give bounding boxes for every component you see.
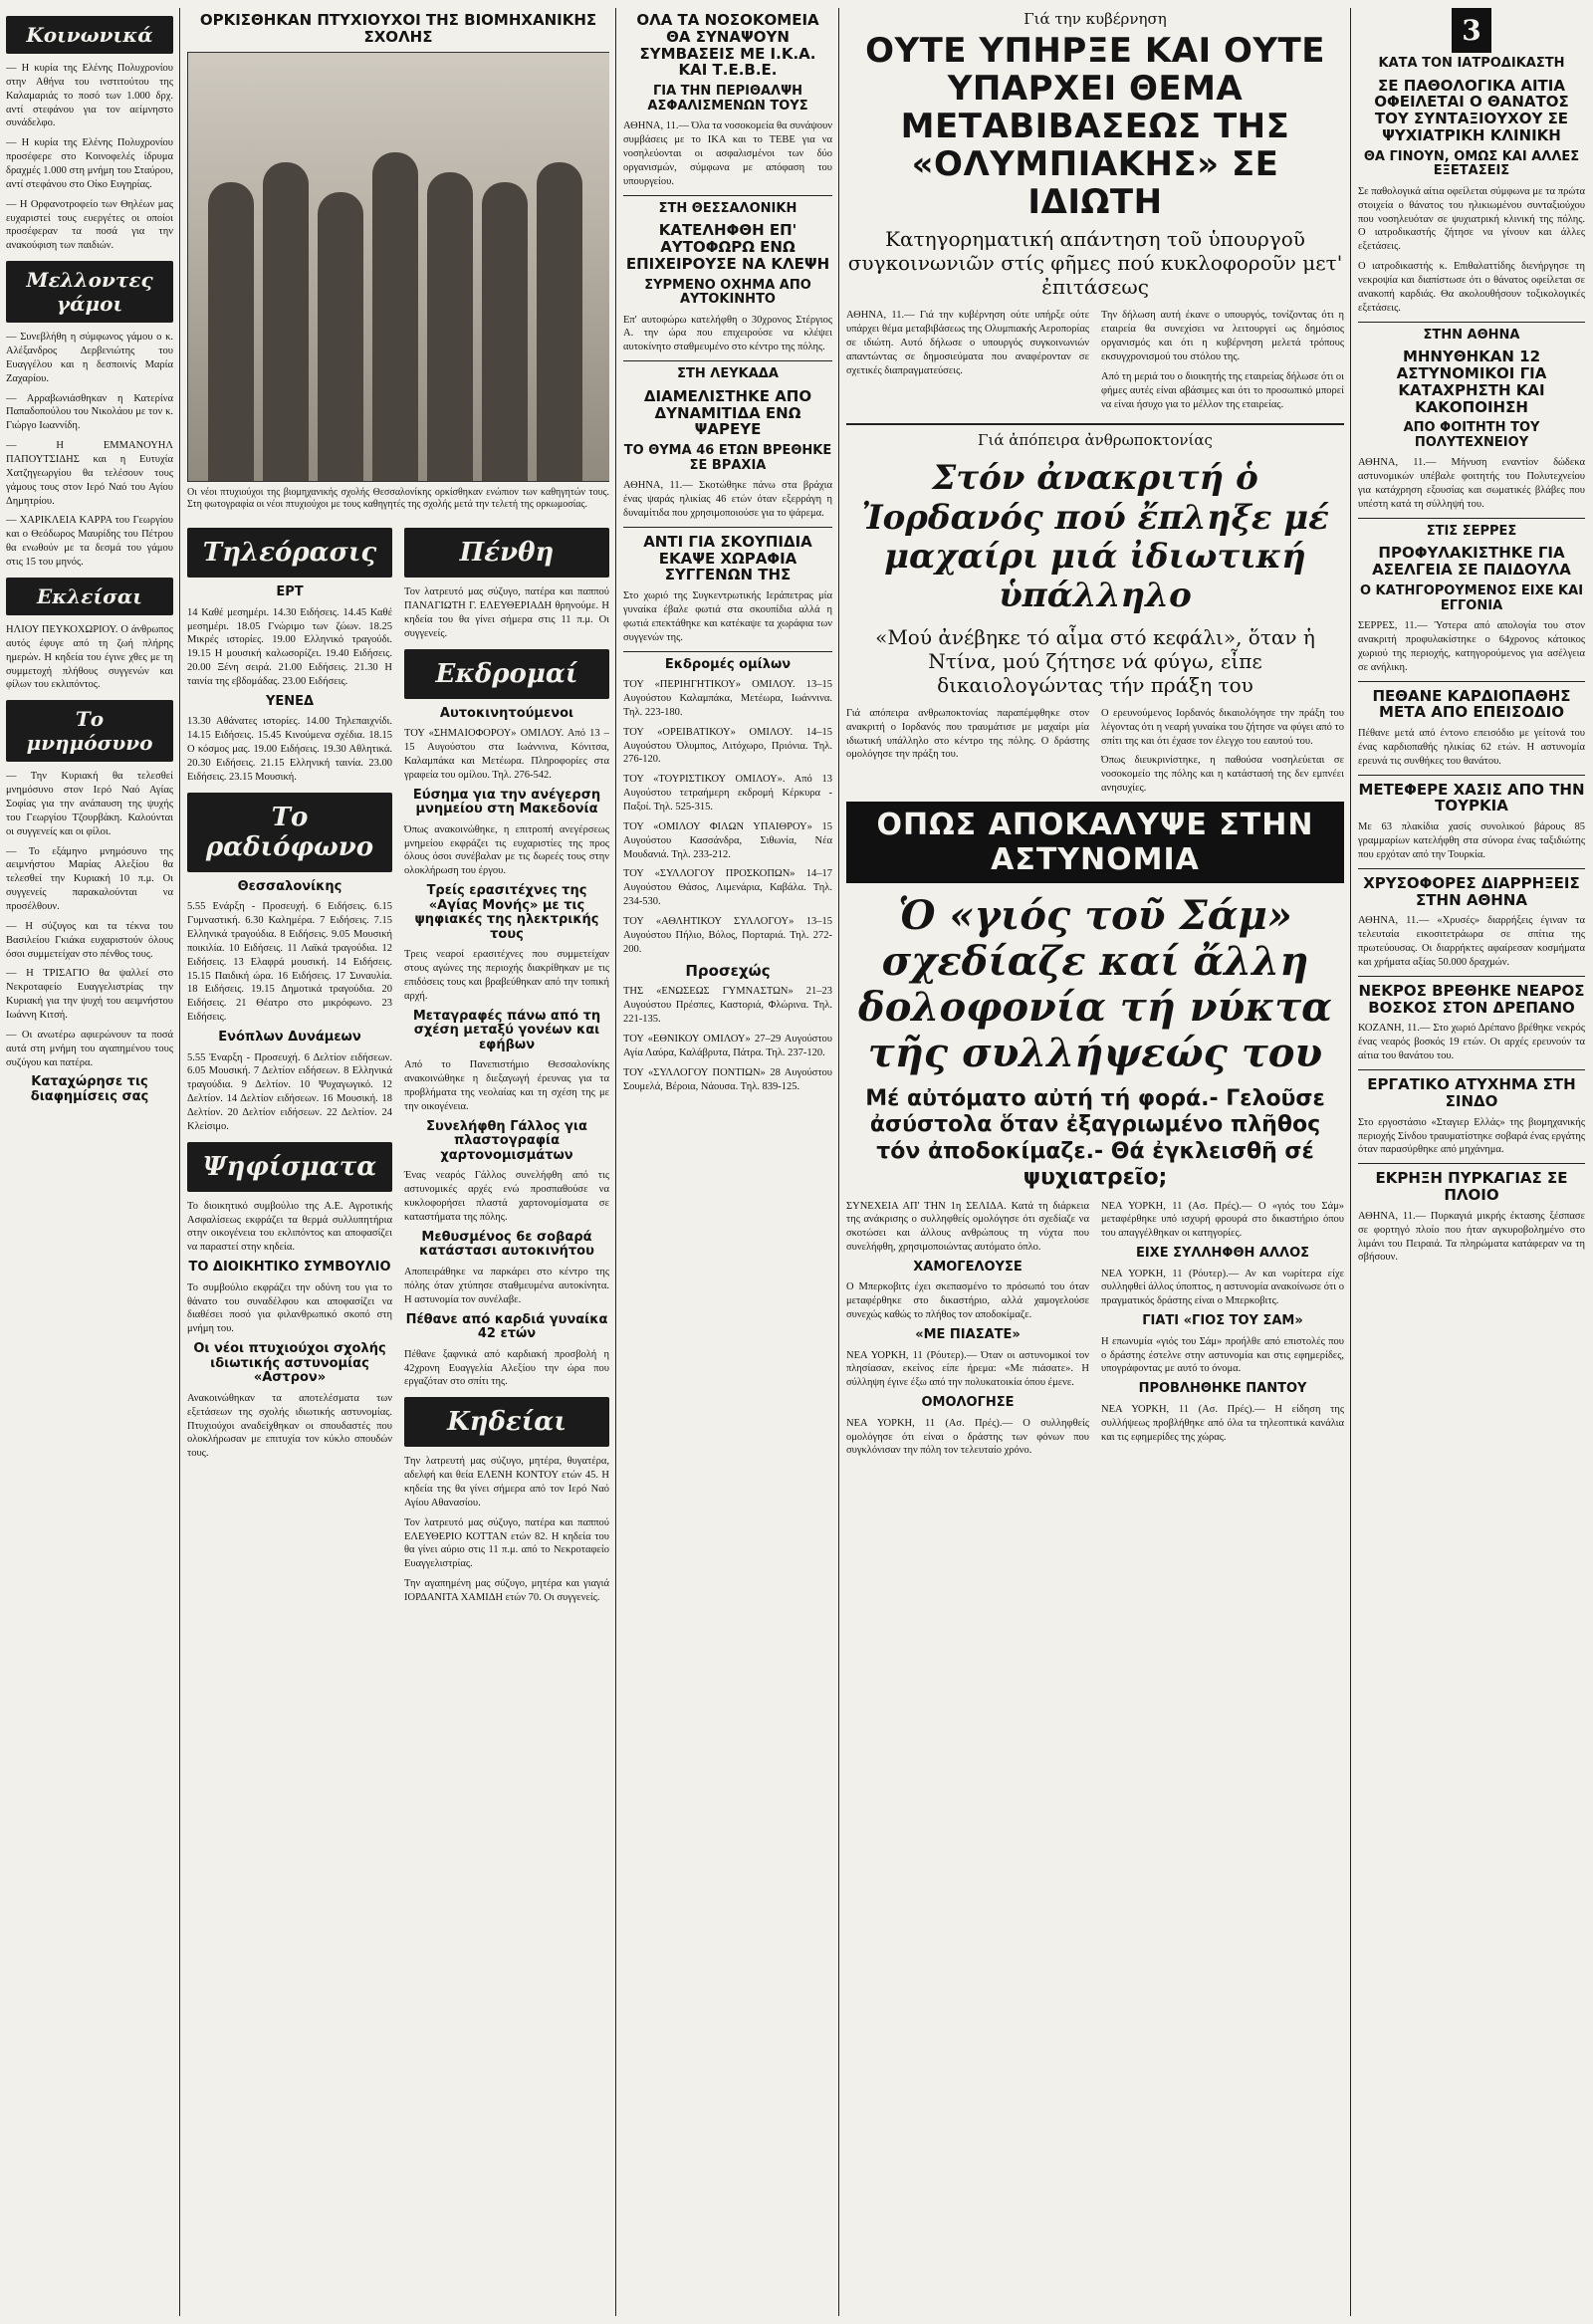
graduates-photo bbox=[187, 52, 609, 482]
police-headline: ΜΗΝΥΘΗΚΑΝ 12 ΑΣΤΥΝΟΜΙΚΟΙ ΓΙΑ ΚΑΤΑΧΡΗΣΤΗ ΚΑΙ ΚΑΚΟΠΟΙΗΣΗ bbox=[1396, 348, 1547, 416]
excursion-item: ΤΟΥ «ΣΥΛΛΟΓΟΥ ΠΡΟΣΚΟΠΩΝ» 14–17 Αυγούστου Θάσος, Λιμενάρια, Καβάλα. Τηλ. 234-530. bbox=[623, 868, 832, 908]
location-tag: ΣΤΗΝ ΑΘΗΝΑ bbox=[1423, 327, 1520, 343]
location-tag: ΣΤΗ ΘΕΣΣΑΛΟΝΙΚΗ bbox=[658, 200, 797, 216]
excursion-heading: Αυτοκινητούμενοι bbox=[439, 705, 574, 721]
olympic-text: Από τη μεριά του ο διοικητής της εταιρείας δήλωσε ότι οι φήμες αυτές είναι αβάσιμες και ότι το προσωπικό μπορεί να είναι ήσυχο για το μέλλον της εταιρείας. bbox=[1101, 370, 1344, 410]
sam-subsection: ΕΙΧΕ ΣΥΛΛΗΦΘΗ ΑΛΛΟΣ bbox=[1135, 1246, 1310, 1262]
excursion-item: ΤΟΥ «ΟΡΕΙΒΑΤΙΚΟΥ» ΟΜΙΛΟΥ. 14–15 Αυγούστου Όλυμπος, Λιτόχωρο, Πριόνια. Τηλ. 276-120. bbox=[623, 726, 832, 766]
theft-headline: ΚΑΤΕΛΗΦΘΗ ΕΠ' ΑΥΤΟΦΩΡΩ ΕΝΩ ΕΠΙΧΕΙΡΟΥΣΕ ΝΑ ΚΛΕΨΗ bbox=[625, 221, 830, 273]
section-header-social: Κοινωνικά bbox=[6, 16, 173, 54]
pensioner-text: Σε παθολογικά αίτια οφείλεται σύμφωνα με τα πρώτα στοιχεία ο θάνατος του ηλικιωμένου συνταξιούχου που νοσηλευόταν σε ψυχιατρική κλινική της πόλης. Ο ιατροδικαστής ζήτησε να γίνουν και άλλες εξετάσεις. bbox=[1358, 185, 1585, 253]
tv-schedule: 13.30 Αθάνατες ιστορίες. 14.00 Τηλεπαιχνίδι. 14.15 Ειδήσεις. 15.45 Κινούμενα σχέδια. 18.15 Ο κόσμος μας. 19.00 Ειδήσεις. 19.30 Αθλητικά. 20.30 Ειδήσεις. 21.15 Ελληνική ταινία. 23.00 Ειδήσεις. 23.15 Μουσική. bbox=[187, 716, 392, 783]
column-right-briefs bbox=[1358, 8, 1585, 2316]
excursions-heading: Εκδρομές ομίλων bbox=[664, 656, 792, 672]
upcoming-item: ΤΗΣ «ΕΝΩΣΕΩΣ ΓΥΜΝΑΣΤΩΝ» 21–23 Αυγούστου Πρέσπες, Καστοριά, Φλώρινα. Τηλ. 221-135. bbox=[623, 986, 832, 1026]
tv-channel: ΕΡΤ bbox=[276, 584, 304, 600]
sam-text: ΝΕΑ ΥΟΡΚΗ, 11 (Ασ. Πρές).— Η είδηση της συλλήψεως προβλήθηκε από όλα τα τηλεοπτικά κανάλια και τις εφημερίδες της χώρας. bbox=[1101, 1403, 1344, 1443]
pensioner-subhead: ΘΑ ΓΙΝΟΥΝ, ΟΜΩΣ ΚΑΙ ΑΛΛΕΣ ΕΞΕΤΑΣΕΙΣ bbox=[1363, 148, 1580, 179]
pensioner-text: Ο ιατροδικαστής κ. Επιθαλαττίδης διενήργησε τη νεκροψία και διαπίστωσε ότι ο θάνατος οφείλεται σε ανακοπή καρδιάς. Θα ακολουθήσουν τοξικολογικές εξετάσεις. bbox=[1358, 261, 1585, 314]
police-text: ΑΘΗΝΑ, 11.— Μήνυση εναντίον δώδεκα αστυνομικών υπέβαλε φοιτητής του Πολυτεχνείου για κατάχρηση εξουσίας και σωματικές βλάβες που υπέστη κατά τη σύλληψή του. bbox=[1358, 457, 1585, 510]
dynamite-headline: ΔΙΑΜΕΛΙΣΤΗΚΕ ΑΠΟ ΔΥΝΑΜΙΤΙΔΑ ΕΝΩ ΨΑΡΕΥΕ bbox=[643, 386, 812, 439]
fire-text: Στο χωριό της Συγκεντρωτικής Ιεράπετρας μία γυναίκα έβαλε φωτιά στα σκουπίδια αλλά η φωτιά επεκτάθηκε και κατέκαψε τα χωράφια των συγγενών της. bbox=[623, 590, 832, 643]
news-heading: Εύσημα για την ανέγερση μνημείου στη Μακεδονία bbox=[412, 787, 601, 817]
olympic-kicker: Γιά την κυβέρνηση bbox=[1024, 10, 1167, 28]
photo-title: ΟΡΚΙΣΘΗΚΑΝ ΠΤΥΧΙΟΥΧΟΙ ΤΗΣ ΒΙΟΜΗΧΑΝΙΚΗΣ ΣΧΟΛΗΣ bbox=[199, 11, 597, 46]
news-heading: Τρείς ερασιτέχνες της «Αγίας Μονής» με τις ψηφιακές της ηλεκτρικής τους bbox=[414, 883, 599, 942]
shepherd-text: ΚΟΖΑΝΗ, 11.— Στο χωριό Δρέπανο βρέθηκε νεκρός ένας νεαρός βοσκός 19 ετών. Οι αρχές ερευνούν τα αίτια του θανάτου του. bbox=[1358, 1023, 1585, 1062]
sam-subsection: ΟΜΟΛΟΓΗΣΕ bbox=[921, 1395, 1015, 1411]
pensioner-headline: ΣΕ ΠΑΘΟΛΟΓΙΚΑ ΑΙΤΙΑ ΟΦΕΙΛΕΤΑΙ Ο ΘΑΝΑΤΟΣ ΤΟΥ ΣΥΝΤΑΞΙΟΥΧΟΥ ΣΕ ΨΥΧΙΑΤΡΙΚΗ ΚΛΙΝΙΚΗ bbox=[1374, 76, 1569, 144]
news-heading: Μεθυσμένος 6ε σοβαρά κατάστασι αυτοκινήτου bbox=[419, 1229, 594, 1260]
news-heading: Πέθανε από καρδιά γυναίκα 42 ετών bbox=[405, 1311, 608, 1342]
stabbing-subhead: «Μού ἀνέβηκε τό αἷμα στό κεφάλι», ὅταν ἡ Ντίνα, μού ζήτησε νά φύγω, εἶπε δικαιολογώντας τήν πράξη του bbox=[875, 624, 1315, 697]
upcoming-item: ΤΟΥ «ΕΘΝΙΚΟΥ ΟΜΙΛΟΥ» 27–29 Αυγούστου Αγία Λαύρα, Καλάβρυτα, Πάτρα. Τηλ. 237-120. bbox=[623, 1034, 832, 1058]
sam-text: Ο Μπερκοβιτς έχει σκεπασμένο το πρόσωπό του όταν μεταφέρθηκε στο δικαστήριο, αλλά χαμογελούσε συνεχώς καθώς το πλήθος τον αποδοκίμαζε. bbox=[846, 1281, 1089, 1321]
memorial-text: — Το εξάμηνο μνημόσυνο της αειμνήστου Μαρίας Αλεξίου θα τελεσθεί την Κυριακή 10 π.μ. Οι συγγενείς παρακαλούνται να προσέλθουν. bbox=[6, 845, 173, 912]
sam-banner: ΟΠΩΣ ΑΠΟΚΑΛΥΨΕ ΣΤΗΝ ΑΣΤΥΝΟΜΙΑ bbox=[846, 802, 1344, 883]
mourning-text: Τον λατρευτό μας σύζυγο, πατέρα και παππού ΠΑΝΑΓΙΩΤΗ Γ. ΕΛΕΥΘΕΡΙΑΔΗ θρηνούμε. Η κηδεία του θα γίνει σήμερα στις 11 π.μ. Οι συγγενείς. bbox=[404, 586, 609, 639]
police-subhead: ΑΠΟ ΦΟΙΤΗΤΗ ΤΟΥ ΠΟΛΥΤΕΧΝΕΙΟΥ bbox=[1403, 420, 1540, 450]
resolution-text: Το συμβούλιο εκφράζει την οδύνη του για το θάνατο του συναδέλφου και αποφασίζει να διαθέσει ποσό για φιλανθρωπικό σκοπό στη μνήμη του. bbox=[187, 1281, 392, 1335]
funeral-text: Την αγαπημένη μας σύζυγο, μητέρα και γιαγιά ΙΟΡΔΑΝΙΤΑ ΧΑΜΙΔΗ ετών 70. Οι συγγενείς. bbox=[404, 1578, 609, 1603]
column-rule bbox=[1350, 8, 1351, 2316]
radio-station: Θεσσαλονίκης bbox=[237, 878, 342, 894]
deceased-text: ΗΛΙΟΥ ΠΕΥΚΟΧΩΡΙΟΥ. Ο άνθρωπος αυτός έφυγε από τη ζωή πλήρης ημερών. Η κηδεία του έγινε χθες με τη συμμετοχή πλήθους συγγενών και φίλων του εκλιπόντος. bbox=[6, 623, 173, 691]
hospitals-subhead: ΓΙΑ ΤΗΝ ΠΕΡΙΘΑΛΨΗ ΑΣΦΑΛΙΣΜΕΝΩΝ ΤΟΥΣ bbox=[647, 84, 808, 114]
wedding-text: — Αρραβωνιάσθηκαν η Κατερίνα Παπαδοπούλου του Νικολάου με τον κ. Γιώργο Ιωαννίδη. bbox=[6, 392, 173, 432]
funeral-text: Την λατρευτή μας σύζυγο, μητέρα, θυγατέρα, αδελφή και θεία ΕΛΕΝΗ ΚΟΝΤΟΥ ετών 45. Η κηδεία της θα γίνει σήμερα από τον Ιερό Ναό Αγίου Αθανασίου. bbox=[404, 1456, 609, 1509]
hashish-text: Με 63 πλακίδια χασίς συνολικού βάρους 85 γραμμαρίων κατελήφθη στα σύνορα ένας ταξιδιώτης που ερχόταν από την Τουρκία. bbox=[1358, 821, 1585, 860]
section-header-tv: Τηλεόρασις bbox=[187, 528, 392, 578]
column-briefs bbox=[623, 8, 832, 2316]
section-header-mourning: Πένθη bbox=[404, 528, 609, 578]
section-header-deceased: Εκλείσαι bbox=[6, 578, 173, 615]
location-tag: ΣΤΙΣ ΣΕΡΡΕΣ bbox=[1426, 523, 1517, 539]
olympic-text: Την δήλωση αυτή έκανε ο υπουργός, τονίζοντας ότι η εταιρεία θα συνεχίσει να λειτουργεί ως δημόσιος οργανισμός και ότι η κυβέρνηση μελετά τρόπους εκσυγχρονισμού του στόλου της. bbox=[1101, 310, 1344, 362]
section-header-radio: Το ραδιόφωνο bbox=[187, 793, 392, 872]
sam-subsection: ΧΑΜΟΓΕΛΟΥΣΕ bbox=[913, 1259, 1023, 1275]
hospitals-headline: ΟΛΑ ΤΑ ΝΟΣΟΚΟΜΕΙΑ ΘΑ ΣΥΝΑΨΟΥΝ ΣΥΜΒΑΣΕΙΣ ΜΕ Ι.Κ.Α. ΚΑΙ Τ.Ε.Β.Ε. bbox=[636, 11, 819, 80]
olympic-text: ΑΘΗΝΑ, 11.— Γιά την κυβέρνηση ούτε υπήρξε ούτε υπάρχει θέμα μεταβιβάσεως της Ολυμπιακής Αεροπορίας σε ιδιώτη. Αυτό δήλωσε ο υπουργός συγκοινωνιών απαντώντας σε δημοσιεύματα που αναφέρονταν σε σχετικές διαπραγματεύσεις. bbox=[846, 310, 1089, 376]
social-text: — Η κυρία της Ελένης Πολυχρονίου προσέφερε στο Κοινοφελές ίδρυμα δραχμές 1.000 στη μνήμη του Σταύρου, αντί στεφάνου στο Οίκο Ευγηρίας. bbox=[6, 137, 173, 190]
news-text: Πέθανε ξαφνικά από καρδιακή προσβολή η 42χρονη Ευαγγελία Αλεξίου την ώρα που εργαζόταν στο σπίτι της. bbox=[404, 1348, 609, 1388]
burglary-text: ΑΘΗΝΑ, 11.— «Χρυσές» διαρρήξεις έγιναν τα τελευταία εικοσιτετράωρα σε σπίτια της πρωτεύουσας. Οι διαρρήκτες αφαίρεσαν κοσμήματα και χρήματα αξίας 50.000 δραχμών. bbox=[1358, 915, 1585, 969]
sam-text: ΝΕΑ ΥΟΡΚΗ, 11 (Ασ. Πρές).— Ο «γιός του Σάμ» μεταφέρθηκε υπό ισχυρή φρουρά στο δικαστήριο όπου του απαγγέλθηκαν οι κατηγορίες. bbox=[1101, 1200, 1344, 1240]
sam-headline: Ὁ «γιός τοῦ Σάμ» σχεδίαζε καί ἄλλη δολοφονία τή νύκτα τῆς συλλήψεώς του bbox=[858, 891, 1332, 1076]
news-heading: Συνελήφθη Γάλλος για πλαστογραφία χαρτονομισμάτων bbox=[426, 1118, 587, 1163]
news-text: Ένας νεαρός Γάλλος συνελήφθη από τις αστυνομικές αρχές ενώ προσπαθούσε να κυκλοφορήσει πλαστά χαρτονομίσματα σε καταστήματα της πόλης. bbox=[404, 1170, 609, 1224]
olympic-subhead: Κατηγορηματική απάντηση τοῦ ὑπουργοῦ συγκοινωνιῶν στίς φῆμες πού κυκλοφοροῦν μετ' ἐπιτάσεως bbox=[847, 227, 1343, 300]
column-social bbox=[6, 8, 173, 2316]
shepherd-headline: ΝΕΚΡΟΣ ΒΡΕΘΗΚΕ ΝΕΑΡΟΣ ΒΟΣΚΟΣ ΣΤΟΝ ΔΡΕΠΑΝΟ bbox=[1358, 981, 1585, 1017]
olympic-headline: ΟΥΤΕ ΥΠΗΡΞΕ ΚΑΙ ΟΥΤΕ ΥΠΑΡΧΕΙ ΘΕΜΑ ΜΕΤΑΒΙΒΑΣΕΩΣ ΤΗΣ «ΟΛΥΜΠΙΑΚΗΣ» ΣΕ ΙΔΙΩΤΗ bbox=[865, 31, 1325, 223]
excursion-item: ΤΟΥ «ΤΟΥΡΙΣΤΙΚΟΥ ΟΜΙΛΟΥ». Από 13 Αυγούστου τετραήμερη εκδρομή Κέρκυρα - Παξοί. Τηλ. 525-315. bbox=[623, 774, 832, 813]
ad-heading: Καταχώρησε τις διαφημίσεις σας bbox=[30, 1074, 149, 1104]
section-header-excursions: Εκδρομαί bbox=[404, 649, 609, 699]
fire-headline: ΑΝΤΙ ΓΙΑ ΣΚΟΥΠΙΔΙΑ ΕΚΑΨΕ ΧΩΡΑΦΙΑ ΣΥΓΓΕΝΩΝ ΤΗΣ bbox=[643, 532, 812, 584]
theft-text: Επ' αυτοφώρω κατελήφθη ο 30χρονος Στέργιος Α. την ώρα που επιχειρούσε να κλέψει αυτοκίνητο σταθμευμένο στο κέντρο της πόλης. bbox=[623, 314, 832, 353]
column-rule bbox=[179, 8, 180, 2316]
accident-headline: ΕΡΓΑΤΙΚΟ ΑΤΥΧΗΜΑ ΣΤΗ ΣΙΝΔΟ bbox=[1367, 1075, 1576, 1110]
sam-text: ΣΥΝΕΧΕΙΑ ΑΠ' ΤΗΝ 1η ΣΕΛΙΔΑ. Κατά τη διάρκεια της ανάκρισης ο συλληφθείς ομολόγησε ότι σχεδίαζε να σκοτώσει και άλλους ανθρώπους τη νύχτα που συνελήφθη, χρησιμοποιώντας αυτόματο όπλο. bbox=[846, 1200, 1089, 1254]
radio-station: Ενόπλων Δυνάμεων bbox=[218, 1030, 361, 1046]
section-header-funerals: Κηδείαι bbox=[404, 1397, 609, 1447]
upcoming-item: ΤΟΥ «ΣΥΛΛΟΓΟΥ ΠΟΝΤΙΩΝ» 28 Αυγούστου Σουμελά, Βέροια, Νάουσα. Τηλ. 839-125. bbox=[623, 1066, 832, 1092]
sam-subhead: Μέ αὐτόματο αὐτή τή φορά.- Γελοῦσε ἀσύστολα ὅταν ἐξαγριωμένο πλῆθος τόν ἀποδοκίμαζε.- Θά ἐγκλεισθῆ σέ ψυχιατρεῖο; bbox=[865, 1085, 1325, 1191]
cardiac-text: Πέθανε μετά από έντονο επεισόδιο με γείτονά του ένας καρδιοπαθής ηλικίας 62 ετών. Η αστυνομία ερευνά τις συνθήκες του θανάτου. bbox=[1358, 728, 1585, 767]
news-text: Όπως ανακοινώθηκε, η επιτροπή ανεγέρσεως μνημείου εκφράζει τις ευχαριστίες της προς όλους όσοι συνέβαλαν με τις δωρεές τους στην ολοκλήρωση του έργου. bbox=[404, 823, 609, 877]
radio-schedule: 5.55 Έναρξη - Προσευχή. 6 Δελτίον ειδήσεων. 6.05 Μουσική. 7 Δελτίον ειδήσεων. 8 Ελληνικά τραγούδια. 9 Δελτίον. 10 Ψυχαγωγικό. 12 Δελτίον. 14 Δελτίον ειδήσεων. 16 Μουσική. 18 Δελτίον. 20 Δελτίον ειδήσεων. 22 Δελτίον. 24 Κλείσιμο. bbox=[187, 1051, 392, 1132]
sam-subsection: ΓΙΑΤΙ «ΓΙΟΣ ΤΟΥ ΣΑΜ» bbox=[1142, 1313, 1303, 1329]
location-tag: ΣΤΗ ΛΕΥΚΑΔΑ bbox=[677, 366, 779, 382]
wedding-text: — ΧΑΡΙΚΛΕΙΑ ΚΑΡΡΑ του Γεωργίου και ο Θεόδωρος Μαυρίδης του Πέτρου θα ενωθούν με τα δεσμά του γάμου στις 15 του μηνός. bbox=[6, 515, 173, 569]
excursion-item: ΤΟΥ «ΑΘΛΗΤΙΚΟΥ ΣΥΛΛΟΓΟΥ» 13–15 Αυγούστου Πήλιο, Βόλος, Πορταριά. Τηλ. 272-200. bbox=[623, 916, 832, 955]
radio-schedule: 5.55 Ενάρξη - Προσευχή. 6 Ειδήσεις. 6.15 Γυμναστική. 6.30 Καλημέρα. 7 Ειδήσεις. 7.15 Ελληνικά τραγούδια. 8 Ειδήσεις. 9.05 Μουσική ποικιλία. 10 Ειδήσεις. 11 Λαϊκά τραγούδια. 12 Ειδήσεις. 13 Ελαφρά μουσική. 14 Ειδήσεις. 15.15 Παιδική ώρα. 16 Ειδήσεις. 17 Συναυλία. 18 Ειδήσεις. 19.15 Δημοτικά τραγούδια. 20 Ειδήσεις. 21 Θέατρο στο μικρόφωνο. 23 Ειδήσεις. bbox=[187, 901, 392, 1024]
excursion-item: ΤΟΥ «ΟΜΙΛΟΥ ΦΙΛΩΝ ΥΠΑΙΘΡΟΥ» 15 Αυγούστου Κασσάνδρα, Σιθωνία, Νέα Μουδανιά. Τηλ. 233-212. bbox=[623, 820, 832, 860]
tv-channel: ΥΕΝΕΔ bbox=[265, 693, 315, 709]
serres-text: ΣΕΡΡΕΣ, 11.— Ύστερα από απολογία του στον ανακριτή προφυλακίστηκε ο 64χρονος κάτοικος χωριού της περιοχής, κατηγορούμενος για ασέλγεια σε ανήλικη. bbox=[1358, 620, 1585, 673]
resolution-signature: ΤΟ ΔΙΟΙΚΗΤΙΚΟ ΣΥΜΒΟΥΛΙΟ bbox=[188, 1260, 391, 1276]
school-heading: Οι νέοι πτυχιούχοι σχολής ιδιωτικής αστυνομίας «Αστρον» bbox=[193, 1341, 386, 1386]
ship-fire-headline: ΕΚΡΗΞΗ ΠΥΡΚΑΓΙΑΣ ΣΕ ΠΛΟΙΟ bbox=[1375, 1169, 1568, 1205]
news-text: Αποπειράθηκε να παρκάρει στο κέντρο της πόλης όταν χτύπησε σταθμευμένα αυτοκίνητα. Η αστυνομία τον συνέλαβε. bbox=[404, 1267, 609, 1305]
stabbing-headline: Στόν ἀνακριτή ὁ Ἰορδανός πού ἔπληξε μέ μαχαίρι μιά ἰδιωτική ὑπάλληλο bbox=[861, 458, 1329, 615]
resolution-text: Το διοικητικό συμβούλιο της Α.Ε. Αγροτικής Ασφαλίσεως εκφράζει τα θερμά συλλυπητήρια στην οικογένεια του εκλιπόντος και αποφασίζει να παραστεί στην κηδεία. bbox=[187, 1200, 392, 1254]
wedding-text: — Η ΕΜΜΑΝΟΥΗΛ ΠΑΠΟΥΤΣΙΔΗΣ και η Ευτυχία Χατζηγεωργίου θα τελέσουν τους γάμους τους στον Ιερό Ναό του Αγίου Δημητρίου. bbox=[6, 440, 173, 507]
news-text: Τρεις νεαροί ερασιτέχνες που συμμετείχαν στους αγώνες της περιοχής διακρίθηκαν με τις επιδόσεις τους και βραβεύθηκαν από την τοπική αρχή. bbox=[404, 949, 609, 1002]
dynamite-subhead: ΤΟ ΘΥΜΑ 46 ΕΤΩΝ ΒΡΕΘΗΚΕ ΣΕ ΒΡΑΧΙΑ bbox=[623, 443, 832, 473]
photo-caption: Οι νέοι πτυχιούχοι της βιομηχανικής σχολής Θεσσαλονίκης ορκίσθηκαν ενώπιον των καθηγητών τους. Στη φωτογραφία οι νέοι πτυχιούχοι με τους καθηγητές της σχολής μετά την τελετή της ορκωμοσίας. bbox=[187, 486, 609, 511]
dynamite-text: ΑΘΗΝΑ, 11.— Σκοτώθηκε πάνω στα βράχια ένας ψαράς ηλικίας 46 ετών όταν εξερράγη η δυναμίτιδα που χρησιμοποιούσε για το ψάρεμα. bbox=[623, 480, 832, 519]
sam-text: ΝΕΑ ΥΟΡΚΗ, 11 (Ρόυτερ).— Αν και νωρίτερα είχε συλληφθεί άλλος ύποπτος, η αστυνομία ανακοίνωσε ότι ο πραγματικός δράστης είναι ο Μπερκοβιτς. bbox=[1101, 1268, 1344, 1307]
stabbing-text: Ο ερευνούμενος Ιορδανός δικαιολόγησε την πράξη του λέγοντας ότι η νεαρή γυναίκα του ζήτησε να φύγει από το σπίτι της και ότι έχασε τον έλεγχο του εαυτού του. bbox=[1101, 707, 1344, 747]
excursion-item: ΤΟΥ «ΠΕΡΙΗΓΗΤΙΚΟΥ» ΟΜΙΛΟΥ. 13–15 Αυγούστου Καλαμπάκα, Μετέωρα, Ιωάννινα. Τηλ. 223-180. bbox=[623, 679, 832, 718]
tv-schedule: 14 Καθέ μεσημέρι. 14.30 Ειδήσεις. 14.45 Καθέ μεσημέρι. 18.05 Γνώριμο των ζώων. 18.25 Μικρές ιστορίες. 19.00 Ελληνικό τραγούδι. 19.15 Η μουσική καλωσορίζει. 19.40 Ειδήσεις. 20.00 Ξένη σειρά. 21.00 Ειδήσεις. 21.30 Η ταινία της εβδομάδας. 23.00 Ειδήσεις. bbox=[187, 606, 392, 688]
column-photo-broadcast bbox=[187, 8, 609, 2316]
burglary-headline: ΧΡΥΣΟΦΟΡΕΣ ΔΙΑΡΡΗΞΕΙΣ ΣΤΗΝ ΑΘΗΝΑ bbox=[1363, 873, 1580, 909]
hashish-headline: ΜΕΤΕΦΕΡΕ ΧΑΣΙΣ ΑΠΟ ΤΗΝ ΤΟΥΡΚΙΑ bbox=[1358, 780, 1585, 815]
serres-headline: ΠΡΟΦΥΛΑΚΙΣΤΗΚΕ ΓΙΑ ΑΣΕΛΓΕΙΑ ΣΕ ΠΑΙΔΟΥΛΑ bbox=[1372, 544, 1571, 580]
funeral-text: Τον λατρευτό μας σύζυγο, πατέρα και παππού ΕΛΕΥΘΕΡΙΟ ΚΟΤΤΑΝ ετών 82. Η κηδεία του θα γίνει αύριο στις 11 π.μ. από το Νεκροταφείο Ευαγγελιστρίας. bbox=[404, 1516, 609, 1570]
ship-fire-text: ΑΘΗΝΑ, 11.— Πυρκαγιά μικρής έκτασης ξέσπασε σε φορτηγό πλοίο που ήταν αγκυροβολημένο στο λιμάνι του Πειραιά. Τα πληρώματα κατάφεραν να τη σβήσουν. bbox=[1358, 1210, 1585, 1264]
sam-text: ΝΕΑ ΥΟΡΚΗ, 11 (Ρόυτερ).— Όταν οι αστυνομικοί τον πλησίασαν, εκείνος είπε ήρεμα: «Με πιάσατε». Η σύλληψη έγινε έξω από την πολυκατοικία όπου έμενε. bbox=[846, 1349, 1089, 1389]
stabbing-text: Γιά απόπειρα ανθρωποκτονίας παραπέμφθηκε στον ανακριτή ο Ιορδανός που τραυμάτισε με μαχαίρι μία ιδιωτική υπάλληλο στο κέντρο της πόλης. Ο δράστης ομολόγησε την πράξη του. bbox=[846, 707, 1089, 761]
school-text: Ανακοινώθηκαν τα αποτελέσματα των εξετάσεων της σχολής ιδιωτικής αστυνομίας. Πτυχιούχοι αναδείχθηκαν οι σπουδαστές που ολοκλήρωσαν με επιτυχία τον κύκλο σπουδών τους. bbox=[187, 1392, 392, 1460]
cardiac-headline: ΠΕΘΑΝΕ ΚΑΡΔΙΟΠΑΘΗΣ ΜΕΤΑ ΑΠΟ ΕΠΕΙΣΟΔΙΟ bbox=[1372, 686, 1571, 722]
memorial-text: — Την Κυριακή θα τελεσθεί μνημόσυνο στον Ιερό Ναό Αγίας Σοφίας για την ανάπαυση της ψυχής του Γεωργίου Τζουρβάκη. Καλούνται οι συγγενείς και οι φίλοι. bbox=[6, 771, 173, 837]
memorial-text: — Οι ανωτέρω αφιερώνουν τα ποσά αυτά στη μνήμη του αγαπημένου τους συζύγου και πατέρα. bbox=[6, 1029, 173, 1068]
sam-text: Η επωνυμία «γιός του Σάμ» προήλθε από επιστολές που ο δράστης έστελνε στην αστυνομία και στις εφημερίδες, υπογράφοντας με αυτό το όνομα. bbox=[1101, 1335, 1344, 1375]
column-rule bbox=[838, 8, 839, 2316]
forensic-tag: ΚΑΤΑ ΤΟΝ ΙΑΤΡΟΔΙΚΑΣΤΗ bbox=[1378, 56, 1565, 71]
wedding-text: — Συνεβλήθη η σύμφωνος γάμου ο κ. Αλέξανδρος Δερβενιώτης του Ευαγγέλου και η δεσποινίς Μαρία Ζαχαρίου. bbox=[6, 332, 173, 384]
news-heading: Μεταγραφές πάνω από τη σχέση μεταξύ γονέων και εφήβων bbox=[412, 1008, 601, 1052]
serres-subhead: Ο ΚΑΤΗΓΟΡΟΥΜΕΝΟΣ ΕΙΧΕ ΚΑΙ ΕΓΓΟΝΙΑ bbox=[1359, 582, 1584, 613]
memorial-text: — Η ΤΡΙΣΑΓΙΟ θα ψαλλεί στο Νεκροταφείο Ευαγγελιστρίας την Κυριακή για την ψυχή του αειμνήστου Ιωάννη Κιτσή. bbox=[6, 968, 173, 1021]
page-number-badge: 3 bbox=[1452, 8, 1490, 53]
column-rule bbox=[615, 8, 616, 2316]
sam-subsection: «ΜΕ ΠΙΑΣΑΤΕ» bbox=[915, 1327, 1021, 1343]
hospitals-text: ΑΘΗΝΑ, 11.— Όλα τα νοσοκομεία θα συνάψουν συμβάσεις με το ΙΚΑ και το ΤΕΒΕ για να νοσηλεύονται οι ασφαλισμένοι των δύο οργανισμών, σύμφωνα με απόφαση του υπουργείου. bbox=[623, 120, 832, 187]
section-header-memorial: Το μνημόσυνο bbox=[6, 700, 173, 762]
news-text: Από το Πανεπιστήμιο Θεσσαλονίκης ανακοινώθηκε η διεξαγωγή έρευνας για τα προβλήματα της νεολαίας και τη σχέση της με την οικογένεια. bbox=[404, 1059, 609, 1112]
accident-text: Στο εργοστάσιο «Σταγιερ Ελλάς» της βιομηχανικής περιοχής Σίνδου τραυματίστηκε σοβαρά ένας εργάτης όταν παρασύρθηκε από μηχάνημα. bbox=[1358, 1116, 1585, 1156]
excursion-text: ΤΟΥ «ΣΗΜΑΙΟΦΟΡΟΥ» ΟΜΙΛΟΥ. Από 13 – 15 Αυγούστου στα Ιωάννινα, Κόνιτσα, Καλαμπάκα και Μετέωρα. Πληροφορίες στα γραφεία του ομίλου. Τηλ. 276-542. bbox=[404, 728, 609, 781]
section-header-weddings: Μελλοντες γάμοι bbox=[6, 261, 173, 323]
memorial-text: — Η σύζυγος και τα τέκνα του Βασιλείου Γκιάκα ευχαριστούν όλους όσοι συμμετείχαν στο πένθος τους. bbox=[6, 920, 173, 960]
theft-subhead: ΣΥΡΜΕΝΟ ΟΧΗΜΑ ΑΠΟ ΑΥΤΟΚΙΝΗΤΟ bbox=[644, 277, 811, 308]
sam-text: ΝΕΑ ΥΟΡΚΗ, 11 (Ασ. Πρές).— Ο συλληφθείς ομολόγησε ότι είναι ο δράστης των φόνων που συγκλόνισαν την πόλη τον τελευταίο χρόνο. bbox=[846, 1417, 1089, 1457]
social-text: — Η κυρία της Ελένης Πολυχρονίου στην Αθήνα του ινστιτούτου της Καλαμαριάς το ποσό των 1.000 δρχ. αντί στεφάνου για τον αείμνηστο συνάδελφο. bbox=[6, 63, 173, 129]
social-text: — Η Ορφανοτροφείο των Θηλέων μας ευχαριστεί τους ευεργέτες οι οποίοι προσέφεραν τα ποσά για την ανακούφιση των παιδιών. bbox=[6, 198, 173, 252]
section-header-resolutions: Ψηφίσματα bbox=[187, 1142, 392, 1192]
sam-subsection: ΠΡΟΒΛΗΘΗΚΕ ΠΑΝΤΟΥ bbox=[1138, 1381, 1307, 1397]
stabbing-text: Όπως διευκρινίστηκε, η παθούσα νοσηλεύεται σε νοσοκομείο της πόλης και η κατάστασή της δεν εμπνέει ανησυχίες. bbox=[1101, 755, 1344, 795]
stabbing-kicker: Γιά ἀπόπειρα ἀνθρωποκτονίας bbox=[978, 431, 1213, 450]
column-main-stories bbox=[846, 8, 1344, 2316]
upcoming-heading: Προσεχώς bbox=[685, 961, 771, 980]
